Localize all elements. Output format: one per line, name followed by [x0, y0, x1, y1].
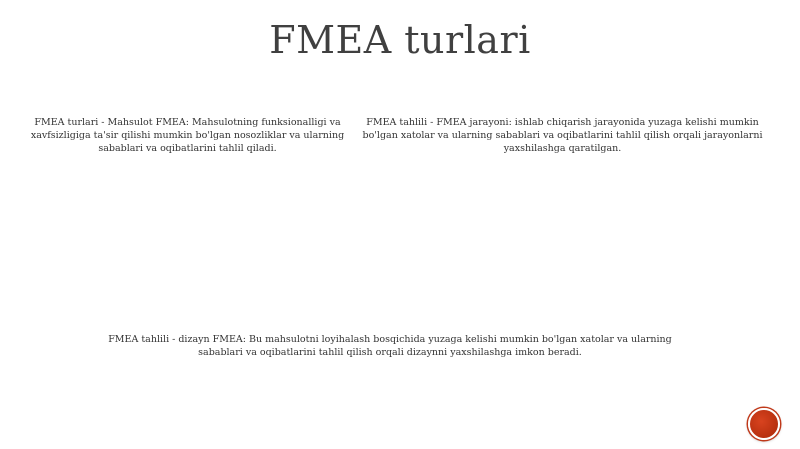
paragraph-product-fmea: FMEA turlari - Mahsulot FMEA: Mahsulotning funksionalligi va xavfsizligiga ta'sir qilishi mumkin bo'lgan nosozliklar va ularning sabablari va oqibatlarini tahlil qiladi. — [30, 117, 345, 154]
slide-title: FMEA turlari — [269, 18, 531, 62]
slide-nav-button[interactable] — [748, 408, 780, 440]
paragraph-design-fmea: FMEA tahlili - dizayn FMEA: Bu mahsulotni loyihalash bosqichida yuzaga kelishi mumkin bo'lgan xatolar va ularning sabablari va oqibatlarini tahlil qilish orqali dizaynni yaxshilashga imkon beradi. — [108, 334, 672, 358]
paragraph-process-fmea: FMEA tahlili - FMEA jarayoni: ishlab chiqarish jarayonida yuzaga kelishi mumkin bo'lgan xatolar va ularning sabablari va oqibatlarini tahlil qilish orqali jarayonlarni yaxshilashga qaratilgan. — [362, 117, 763, 154]
